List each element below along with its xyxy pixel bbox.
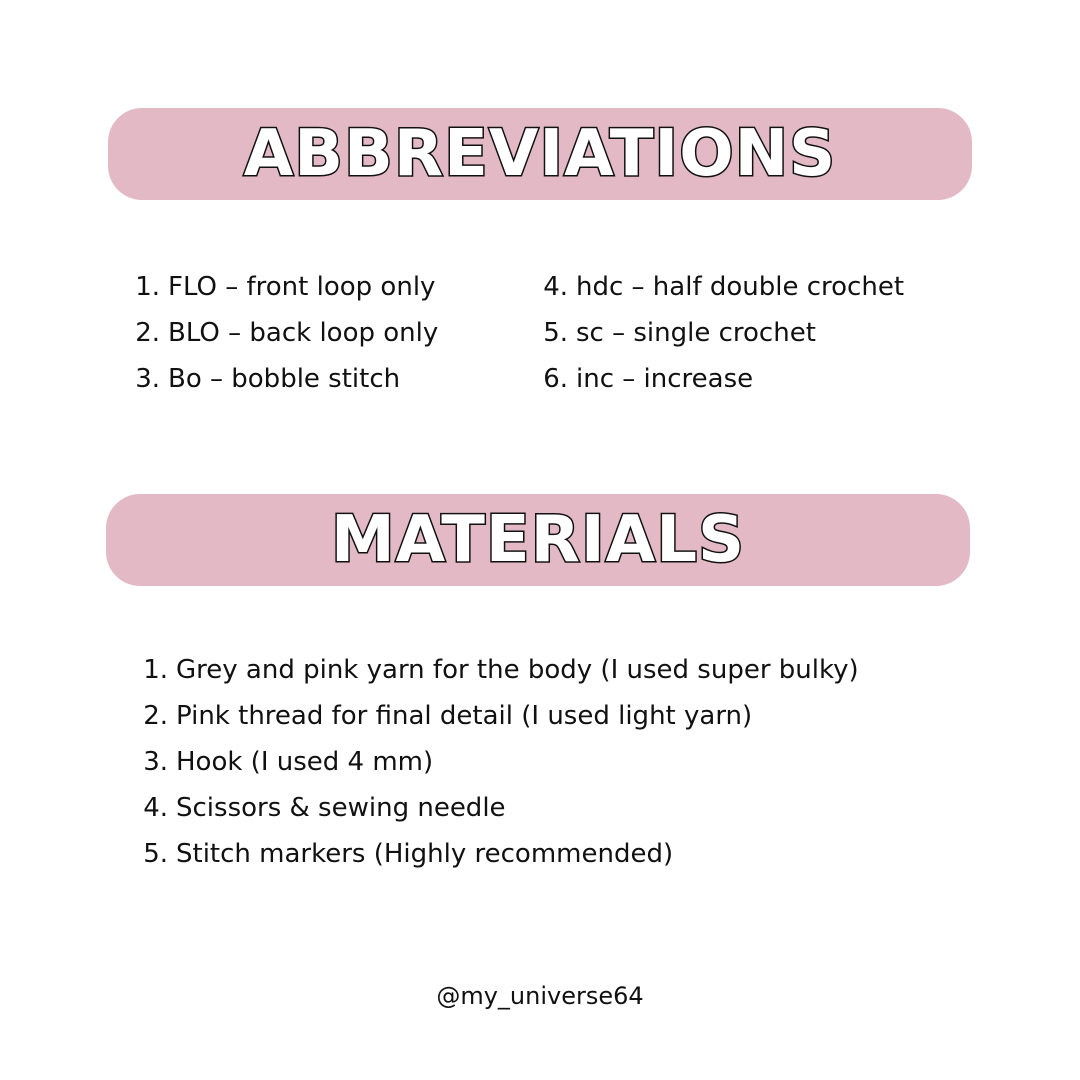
- list-item-text: Pink thread for final detail (I used light yarn): [176, 701, 753, 731]
- list-item-number: 4.: [143, 793, 168, 823]
- list-item-number: 4.: [543, 272, 568, 302]
- list-item: [536, 310, 904, 356]
- list-item-number: 6.: [543, 364, 568, 394]
- list-item-number: 3.: [143, 747, 168, 777]
- list-item: [128, 310, 438, 356]
- list-item-text: Stitch markers (Highly recommended): [176, 839, 674, 869]
- list-item: [536, 356, 904, 402]
- list-item-text: Scissors & sewing needle: [176, 793, 506, 823]
- list-item: [136, 739, 859, 785]
- list-item: [128, 264, 438, 310]
- author-handle: @my_universe64: [436, 982, 644, 1010]
- abbreviations-title: ABBREVIATIONS: [243, 117, 837, 191]
- list-item-text: inc – increase: [576, 364, 754, 394]
- list-item: [136, 647, 859, 693]
- list-item-number: 2.: [135, 318, 160, 348]
- list-item: [128, 356, 438, 402]
- list-item: [536, 264, 904, 310]
- list-item: [136, 693, 859, 739]
- list-item-number: 5.: [543, 318, 568, 348]
- list-item-text: FLO – front loop only: [168, 272, 436, 302]
- list-item-text: BLO – back loop only: [168, 318, 439, 348]
- list-item-number: 1.: [135, 272, 160, 302]
- list-item-number: 5.: [143, 839, 168, 869]
- list-item-text: hdc – half double crochet: [576, 272, 905, 302]
- list-item-text: Grey and pink yarn for the body (I used super bulky): [176, 655, 859, 685]
- abbreviations-banner: [108, 108, 972, 200]
- list-item-number: 1.: [143, 655, 168, 685]
- list-item-number: 2.: [143, 701, 168, 731]
- list-item: [136, 785, 859, 831]
- materials-banner: [106, 494, 970, 586]
- abbreviations-list-column-1: [128, 264, 438, 402]
- list-item-text: sc – single crochet: [576, 318, 816, 348]
- materials-list: [136, 647, 859, 877]
- list-item-number: 3.: [135, 364, 160, 394]
- list-item-text: Hook (I used 4 mm): [176, 747, 434, 777]
- materials-title: MATERIALS: [330, 503, 746, 577]
- list-item: [136, 831, 859, 877]
- list-item-text: Bo – bobble stitch: [168, 364, 401, 394]
- abbreviations-list-column-2: [536, 264, 904, 402]
